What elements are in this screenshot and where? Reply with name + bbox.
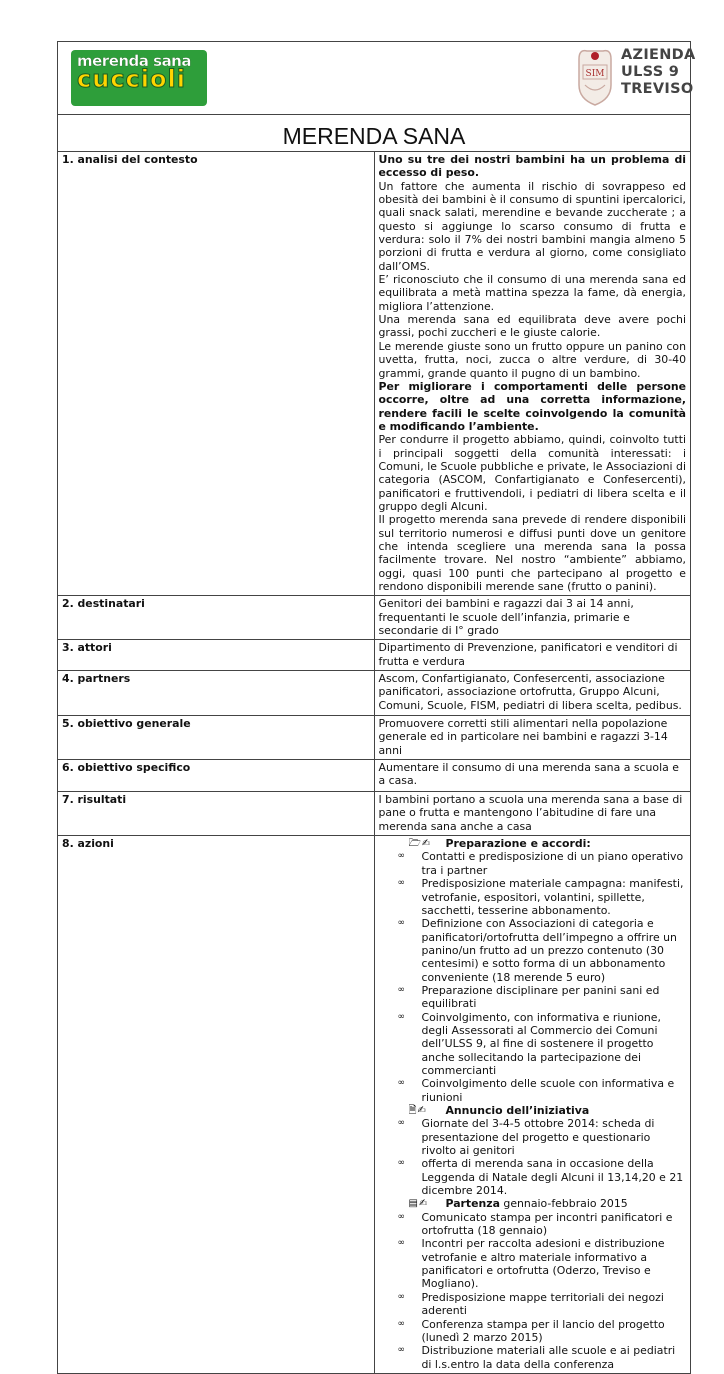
list-item: ∞ Definizione con Associazioni di categoria e panificatori/ortofrutta dell’impegno a offrire un panino/un frutto ad un prezzo contenuto (30 centesimi) e sotto forma di un abbonamento conveniente (18 merende 5 euro) [397, 917, 677, 984]
project-table [57, 41, 696, 1374]
list-item: ∞ Coinvolgimento, con informativa e riunione, degli Assessorati al Commercio dei Comuni dell’ULSS 9, al fine di sostenere il progetto anche sollecitando la partecipazione dei commercianti [397, 1010, 661, 1077]
list-item: ∞ Predisposizione mappe territoriali dei negozi aderenti [397, 1290, 664, 1318]
bullet-icon: ∞ [397, 1158, 405, 1169]
ulss-logo [575, 45, 696, 107]
bullet-icon: ∞ [397, 984, 405, 995]
azioni-section-partenza [379, 1197, 687, 1370]
row-partners [58, 671, 691, 716]
row-obiettivo-specifico [58, 760, 691, 792]
azioni-section-preparazione [379, 837, 687, 1104]
page-title: MERENDA SANA [282, 123, 466, 149]
section-title: Preparazione e accordi: [445, 837, 591, 851]
paragraph: Le merende giuste sono un frutto oppure un panino con uvetta, frutta, noci, zucca o altre verdure, di 30-40 grammi, grande quanto il pugno di un bambino. [378, 339, 686, 380]
row-content: Dipartimento di Prevenzione, panificatori e venditori di frutta e verdura [374, 640, 691, 671]
bullet-icon: ∞ [397, 1238, 405, 1249]
list-item: ∞ Contatti e predisposizione di un piano operativo tra i partner [397, 850, 684, 877]
document-pen-icon: 🗎✍ [408, 1105, 427, 1116]
bullet-icon: ∞ [397, 1345, 405, 1356]
row-content: I bambini portano a scuola una merenda sana a base di pane o frutta e mantengono l’abitudine di fare una merenda sana anche a casa [374, 792, 691, 836]
row-content: Ascom, Confartigianato, Confesercenti, associazione panificatori, associazione ortofrutta, Gruppo Alcuni, Comuni, Scuole, FISM, pediatri di libera scelta, pedibus. [374, 671, 691, 716]
list-item: ∞ Giornate del 3-4-5 ottobre 2014: scheda di presentazione del progetto e questionario rivolto ai genitori [397, 1117, 655, 1158]
paragraph: Per migliorare i comportamenti delle persone occorre, oltre ad una corretta informazione, rendere facili le scelte coinvolgendo la comunità e modificando l’ambiente. [378, 379, 686, 433]
calendar-pen-icon: ▤✍ [408, 1198, 429, 1210]
row-risultati [58, 792, 691, 836]
left-logo-line1: merenda sana [77, 52, 191, 70]
section-subtitle: gennaio-febbraio 2015 [499, 1197, 628, 1211]
list-item: ∞ Predisposizione materiale campagna: manifesti, vetrofanie, espositori, volantini, spillette, sacchetti, tesserine abbonamento. [397, 877, 684, 917]
list-item: ∞ Coinvolgimento delle scuole con informativa e riunioni [397, 1077, 675, 1104]
left-logo-line2: cuccioli [77, 65, 186, 93]
paragraph: Una merenda sana ed equilibrata deve avere pochi grassi, pochi zuccheri e le giuste calorie. [378, 313, 686, 340]
row-label: 3. attori [58, 640, 375, 671]
bullet-icon: ∞ [397, 1291, 405, 1302]
bullet-icon: ∞ [397, 1118, 405, 1129]
right-logo-line3: TREVISO [621, 81, 694, 97]
row-label: 6. obiettivo specifico [58, 760, 375, 792]
merenda-sana-logo [71, 50, 207, 106]
row-label: 8. azioni [58, 836, 375, 1374]
list-item: ∞ offerta di merenda sana in occasione della Leggenda di Natale degli Alcuni il 13,14,20 e 21 dicembre 2014. [397, 1157, 684, 1198]
shield-icon [575, 45, 615, 107]
row-analisi [58, 152, 691, 596]
bullet-icon: ∞ [397, 1211, 405, 1222]
paragraph: Il progetto merenda sana prevede di rendere disponibili sul territorio numerosi e diffusi punti dove un genitore che intenda scegliere una merenda sana la possa facilmente trovare. Nel nostro “ambiente” abbiamo, oggi, quasi 100 punti che partecipano al progetto e rendono disponibili merende sane (frutto o panini). [378, 513, 686, 593]
bullet-icon: ∞ [397, 1078, 405, 1089]
bullet-icon: ∞ [397, 851, 405, 862]
folder-pen-icon: 🗁✍ [408, 838, 432, 850]
list-item: ∞ Incontri per raccolta adesioni e distribuzione vetrofanie e altro materiale informativo a panificatori e ortofrutta (Oderzo, Treviso e Mogliano). [397, 1237, 665, 1291]
paragraph: Un fattore che aumenta il rischio di sovrappeso ed obesità dei bambini è il consumo di spuntini ipercalorici, quali snack salati, merendine e bevande zuccherate ; a questo si aggiunge lo scarso consumo di frutta e verdura: solo il 7% dei nostri bambini mangia almeno 5 porzioni di frutta e verdura al giorno, come consigliato dall’OMS. [378, 179, 686, 273]
paragraph: Uno su tre dei nostri bambini ha un problema di eccesso di peso. [378, 153, 686, 180]
row-destinatari [58, 596, 691, 640]
row-label: 2. destinatari [58, 596, 375, 640]
right-logo-line1: AZIENDA [621, 47, 696, 63]
row-label: 7. risultati [58, 792, 375, 836]
azioni-section-annuncio [379, 1104, 687, 1197]
shield-text: SIM [585, 69, 605, 79]
row-label: 1. analisi del contesto [58, 152, 375, 596]
right-logo-line2: ULSS 9 [621, 64, 680, 80]
row-content: Aumentare il consumo di una merenda sana a scuola e a casa. [374, 760, 691, 792]
row-attori [58, 640, 691, 671]
list-item: ∞ Distribuzione materiali alle scuole e ai pediatri di l.s.entro la data della conferenza [397, 1344, 676, 1371]
bullet-icon: ∞ [397, 878, 405, 889]
row-content: Promuovere corretti stili alimentari nella popolazione generale ed in particolare nei bambini e ragazzi 3-14 anni [374, 716, 691, 760]
bullet-icon: ∞ [397, 918, 405, 929]
list-item: ∞ Preparazione disciplinare per panini sani ed equilibrati [397, 983, 660, 1011]
list-item: ∞ Conferenza stampa per il lancio del progetto (lunedì 2 marzo 2015) [397, 1317, 665, 1344]
bullet-icon: ∞ [397, 1318, 405, 1329]
title-cell [58, 115, 691, 152]
list-item: ∞ Comunicato stampa per incontri panificatori e ortofrutta (18 gennaio) [397, 1210, 673, 1238]
row-content: Genitori dei bambini e ragazzi dai 3 ai 14 anni, frequentanti le scuole dell’infanzia, primarie e secondarie di I° grado [374, 596, 691, 640]
section-title: Annuncio dell’iniziativa [445, 1104, 590, 1117]
paragraph: Per condurre il progetto abbiamo, quindi, coinvolto tutti i principali soggetti della comunità interessati: i Comuni, le Scuole pubbliche e private, le Associazioni di categoria (ASCOM, Confartigianato e Confesercenti), panificatori e fruttivendoli, i pediatri di libera scelta e il gruppo degli Alcuni. [378, 433, 686, 513]
document-page [57, 41, 696, 1374]
row-content [374, 152, 691, 596]
bullet-icon: ∞ [397, 1011, 405, 1022]
section-title: Partenza [445, 1197, 500, 1211]
row-obiettivo-generale [58, 716, 691, 760]
paragraph: E’ riconosciuto che il consumo di una merenda sana ed equilibrata a metà mattina spezza la fame, dà energia, migliora l’attenzione. [378, 273, 686, 313]
row-label: 5. obiettivo generale [58, 716, 375, 760]
row-label: 4. partners [58, 671, 375, 716]
row-azioni [58, 836, 691, 1374]
row-content [374, 836, 691, 1374]
header-logos [58, 42, 696, 115]
